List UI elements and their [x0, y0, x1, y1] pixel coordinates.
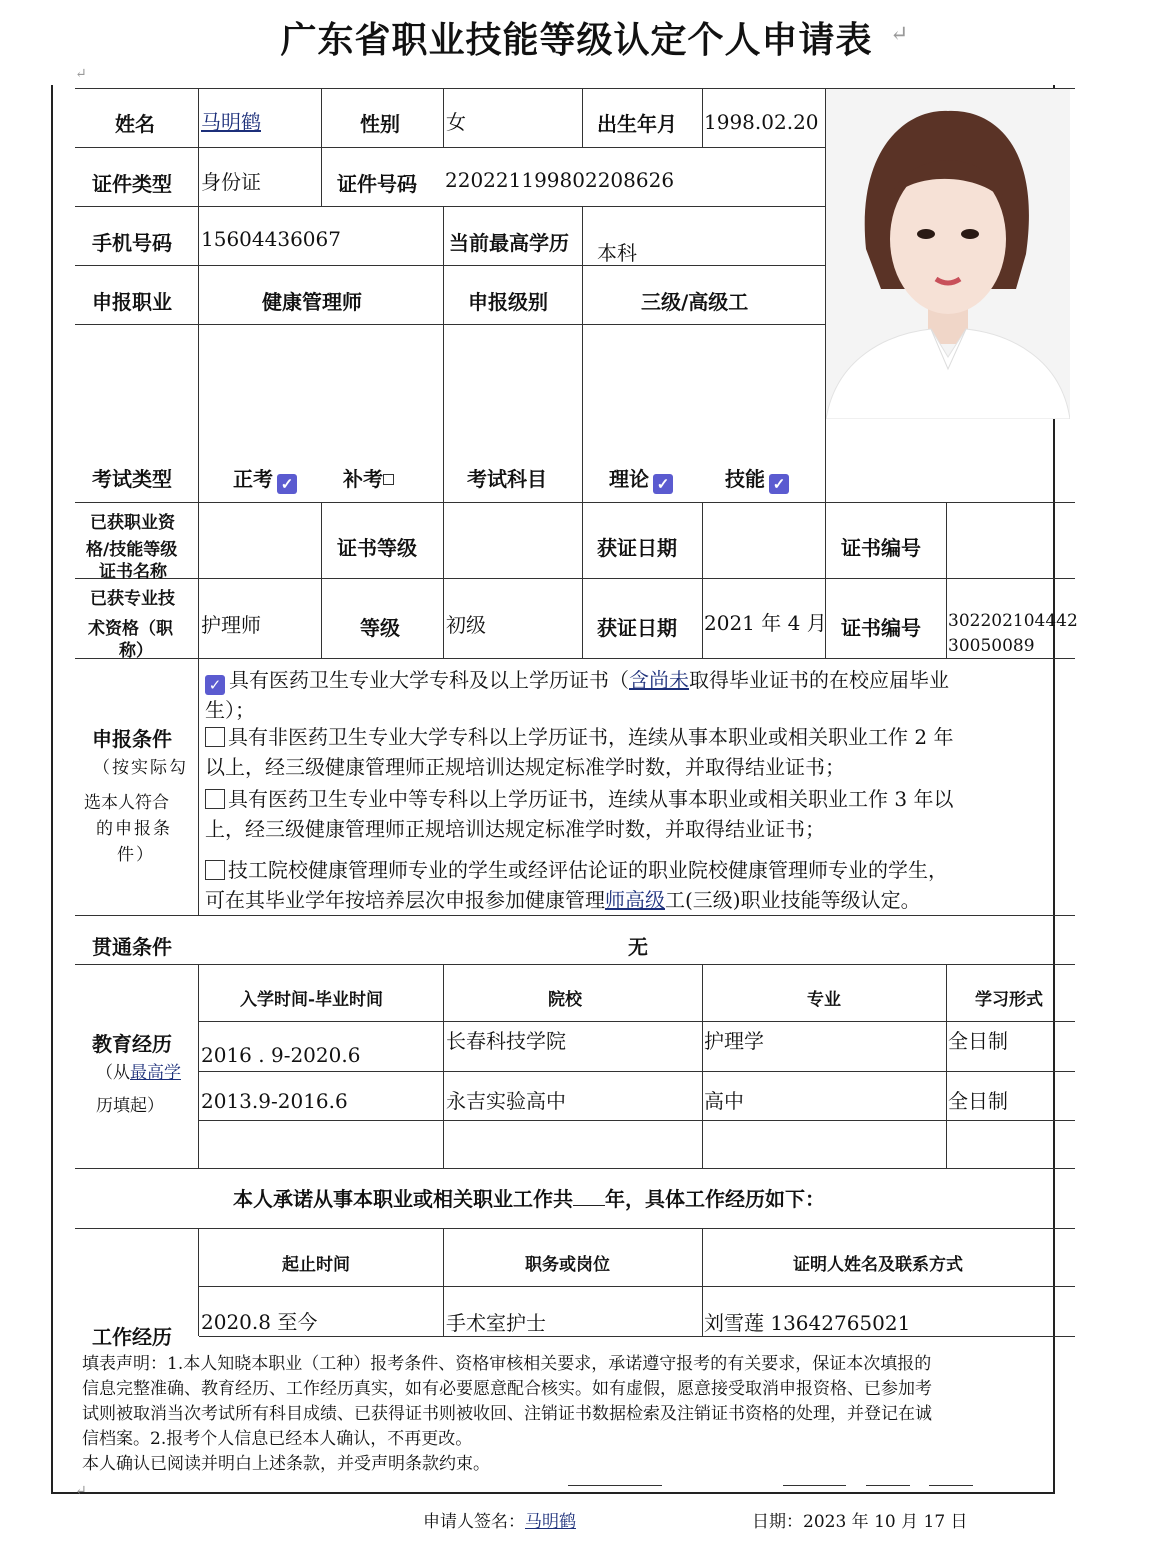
label-phone: 手机号码	[92, 231, 172, 255]
label-cert2-b: 术资格（职	[88, 619, 173, 639]
value-phone: 15604436067	[201, 227, 341, 251]
label-name: 姓名	[115, 112, 155, 136]
edu-row-1-school: 长春科技学院	[446, 1029, 566, 1053]
label-cert1-c: 证书名称	[99, 562, 167, 582]
value-gender: 女	[446, 110, 466, 134]
value-occupation: 健康管理师	[262, 290, 362, 314]
label-edu-sub2: 历填起）	[96, 1096, 164, 1116]
value-birth: 1998.02.20	[704, 110, 819, 134]
edu-row-2-period: 2013.9-2016.6	[201, 1089, 348, 1113]
value-cert2-grade: 初级	[446, 613, 486, 637]
promise-line: 本人承诺从事本职业或相关职业工作共 年，具体工作经历如下：	[233, 1187, 825, 1211]
checkmark-icon: ✓	[769, 474, 789, 494]
value-level: 三级/高级工	[641, 290, 749, 314]
value-edu: 本科	[597, 241, 637, 265]
label-cert2-a: 已获专业技	[90, 589, 175, 609]
form-title: 广东省职业技能等级认定个人申请表	[280, 19, 873, 61]
checkbox-empty-icon	[205, 727, 225, 747]
condition-3[interactable]: 具有医药卫生专业中等专科以上学历证书，连续从事本职业或相关职业工作 3 年以 上，经三级健康管理师正规培训达规定标准学时数，并取得结业证书；	[205, 787, 954, 841]
signer-name: 马明鹤	[525, 1512, 576, 1532]
checkbox-empty-icon	[205, 860, 225, 880]
option-skill[interactable]: 技能 ✓	[725, 463, 789, 494]
value-id-type: 身份证	[201, 170, 261, 194]
edu-row-1-major: 护理学	[704, 1029, 764, 1053]
condition-1[interactable]: ✓ 具有医药卫生专业大学专科及以上学历证书（含尚未取得毕业证书的在校应届毕业 生）；	[205, 668, 949, 722]
label-level: 申报级别	[468, 290, 548, 314]
paragraph-mark-icon: ↵	[75, 1483, 87, 1499]
work-header-period: 起止时间	[282, 1255, 350, 1275]
label-cond-sub3: 的申报条	[96, 819, 172, 839]
portrait-image	[826, 89, 1070, 419]
work-row-1-position: 手术室护士	[446, 1311, 546, 1335]
label-subject: 考试科目	[467, 467, 547, 491]
option-regular[interactable]: 正考 ✓	[233, 463, 297, 494]
label-cert1-b: 格/技能等级	[86, 540, 178, 560]
checkmark-icon: ✓	[653, 474, 673, 494]
value-cert2-no-1: 302202104442	[948, 611, 1078, 631]
declaration-line-4: 信档案。2.报考个人信息已经本人确认，不再更改。	[82, 1429, 473, 1449]
edu-header-period: 入学时间-毕业时间	[240, 990, 384, 1010]
label-cert1-a: 已获职业资	[90, 513, 175, 533]
declaration	[82, 1352, 1072, 1477]
work-row-1-witness: 刘雪莲 13642765021	[704, 1311, 911, 1335]
work-header-witness: 证明人姓名及联系方式	[793, 1255, 963, 1275]
declaration-line-2: 信息完整准确、教育经历、工作经历真实，如有必要愿意配合核实。如有虚假，愿意接受取消申报资格、已参加考	[82, 1379, 932, 1399]
value-name: 马明鹤	[201, 110, 261, 134]
edu-row-2-school: 永吉实验高中	[446, 1089, 566, 1113]
label-cert-date-1: 获证日期	[597, 536, 677, 560]
label-through: 贯通条件	[92, 935, 172, 959]
value-cert2-date: 2021 年 4 月	[704, 611, 827, 635]
option-makeup[interactable]: 补考	[343, 463, 394, 492]
declaration-line-1: 填表声明：1.本人知晓本职业（工种）报考条件、资格审核相关要求，承诺遵守报考的有关要求，保证本次填报的	[82, 1354, 932, 1374]
label-occupation: 申报职业	[92, 290, 172, 314]
work-header-position: 职务或岗位	[525, 1255, 610, 1275]
label-edu-history: 教育经历	[92, 1032, 172, 1056]
value-cert2-name: 护理师	[201, 613, 261, 637]
label-cert-date-2: 获证日期	[597, 616, 677, 640]
label-birth: 出生年月	[597, 112, 677, 136]
checkbox-empty-icon	[383, 474, 394, 485]
footer-sign: 申请人签名：马明鹤	[423, 1512, 576, 1532]
label-gender: 性别	[360, 112, 400, 136]
applicant-photo	[826, 89, 1070, 419]
label-cert2-c: 称）	[119, 641, 153, 661]
paragraph-mark-icon: ↵	[890, 22, 909, 47]
value-through: 无	[628, 935, 648, 959]
label-exam-type: 考试类型	[92, 467, 172, 491]
label-id-type: 证件类型	[92, 172, 172, 196]
edu-row-2-major: 高中	[704, 1089, 744, 1113]
checkmark-icon: ✓	[205, 675, 225, 695]
label-grade: 等级	[360, 616, 400, 640]
footer-date: 日期：2023 年 10 月 17 日	[752, 1512, 968, 1532]
label-cond-sub1: （按实际勾	[93, 758, 188, 778]
condition-2[interactable]: 具有非医药卫生专业大学专科以上学历证书，连续从事本职业或相关职业工作 2 年 以上，经三级健康管理师正规培训达规定标准学时数，并取得结业证书；	[205, 725, 954, 779]
edu-header-major: 专业	[807, 990, 841, 1010]
edu-row-2-form: 全日制	[948, 1089, 1008, 1113]
label-edu-sub1: （从最高学	[96, 1063, 181, 1083]
checkbox-empty-icon	[205, 789, 225, 809]
edu-header-school: 院校	[548, 990, 582, 1010]
label-cert-no-2: 证书编号	[841, 616, 921, 640]
checkmark-icon: ✓	[277, 474, 297, 494]
paragraph-mark-icon: ↵	[75, 66, 87, 82]
label-work-history: 工作经历	[92, 1325, 172, 1349]
option-theory[interactable]: 理论 ✓	[609, 463, 673, 494]
label-cert-grade: 证书等级	[337, 536, 417, 560]
declaration-line-5: 本人确认已阅读并明白上述条款，并受声明条款约束。	[82, 1454, 490, 1474]
label-id-no: 证件号码	[337, 172, 417, 196]
label-cond-sub4: 件）	[117, 845, 155, 865]
label-cond-sub2: 选本人符合	[84, 793, 169, 813]
value-id-no: 220221199802208626	[445, 168, 675, 192]
label-cond: 申报条件	[92, 727, 172, 751]
label-edu: 当前最高学历	[449, 231, 569, 255]
declaration-line-3: 试则被取消当次考试所有科目成绩、已获得证书则被收回、注销证书数据检索及注销证书资格的处理，并登记在诚	[82, 1404, 932, 1424]
label-cert-no-1: 证书编号	[841, 536, 921, 560]
work-row-1-period: 2020.8 至今	[201, 1310, 318, 1334]
edu-row-1-period: 2016 . 9-2020.6	[201, 1043, 361, 1067]
condition-4[interactable]: 技工院校健康管理师专业的学生或经评估论证的职业院校健康管理师专业的学生， 可在其毕业学年按培养层次申报参加健康管理师高级工(三级)职业技能等级认定。	[205, 858, 948, 912]
value-cert2-no-2: 30050089	[948, 636, 1035, 656]
edu-row-1-form: 全日制	[948, 1029, 1008, 1053]
edu-header-form: 学习形式	[975, 990, 1043, 1010]
